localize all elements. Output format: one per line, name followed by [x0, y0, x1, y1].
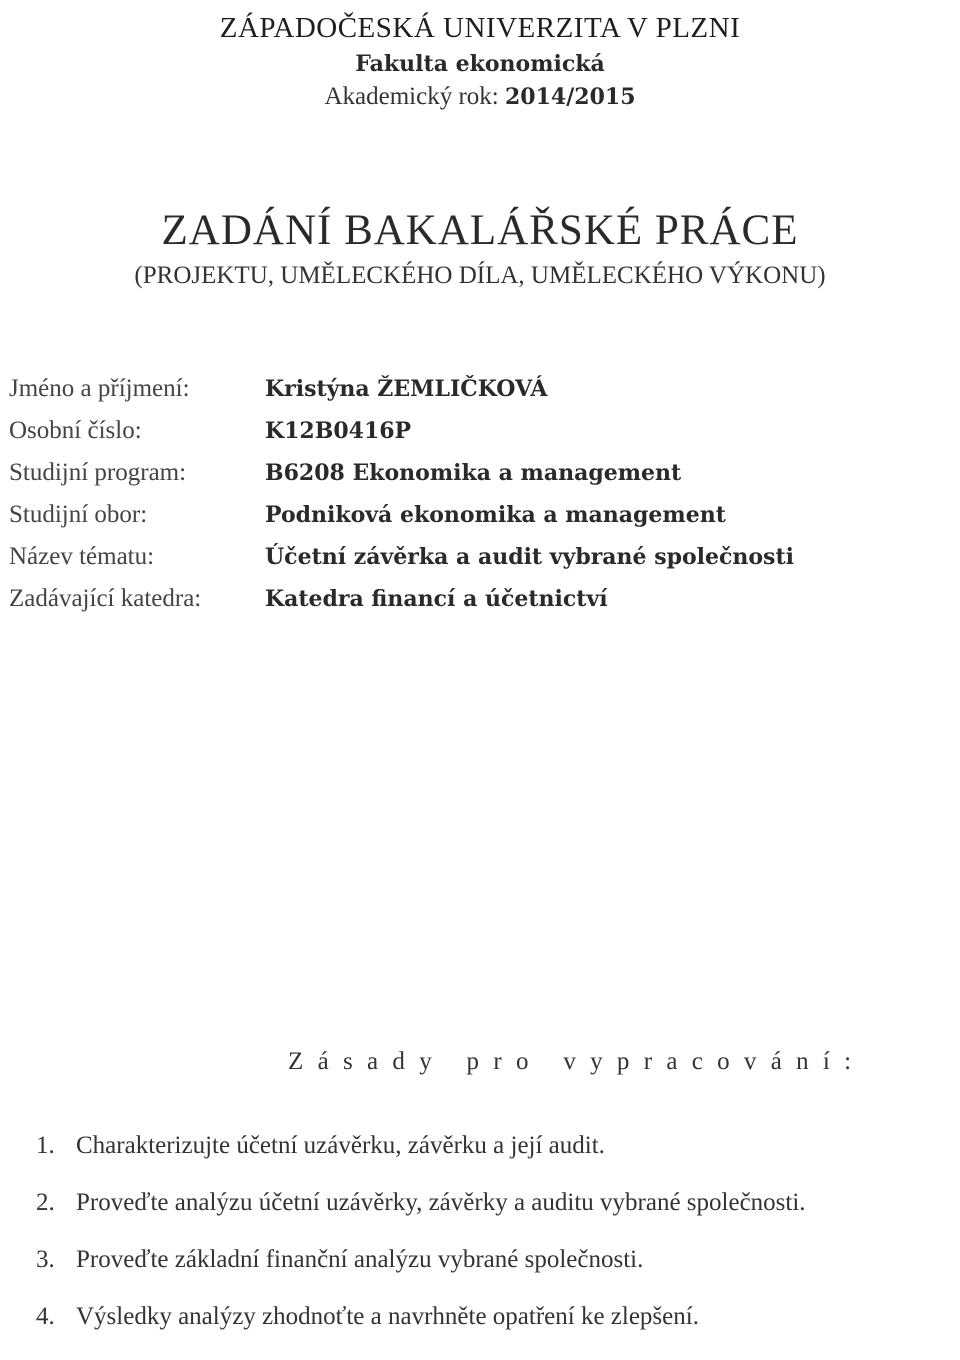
info-label: Zadávající katedra: [9, 585, 202, 612]
guidelines-heading: Zásady pro vypracování: [288, 1048, 866, 1075]
list-item-text: Charakterizujte účetní uzávěrku, závěrku a její audit. [76, 1132, 605, 1159]
list-item-number: 3. [36, 1246, 55, 1273]
info-label: Osobní číslo: [9, 417, 142, 444]
student-info-table [9, 368, 794, 620]
list-item-number: 1. [36, 1132, 55, 1159]
info-row-study-program [9, 452, 794, 494]
document-title: ZADÁNÍ BAKALÁŘSKÉ PRÁCE [161, 207, 799, 254]
document-header [0, 8, 960, 111]
list-item-number: 4. [36, 1303, 55, 1330]
info-row-name [9, 368, 794, 410]
list-item [36, 1246, 806, 1303]
info-label: Jméno a příjmení: [9, 375, 190, 402]
info-row-personal-number [9, 410, 794, 452]
academic-year-label: Akademický rok: [324, 83, 499, 110]
faculty-name: Fakulta ekonomická [355, 51, 605, 77]
list-item [36, 1189, 806, 1246]
list-item-text: Proveďte základní finanční analýzu vybrané společnosti. [76, 1246, 644, 1273]
info-value: Podniková ekonomika a management [265, 502, 726, 528]
info-row-topic [9, 536, 794, 578]
list-item [36, 1132, 806, 1189]
list-item-text: Proveďte analýzu účetní uzávěrky, závěrky a auditu vybrané společnosti. [76, 1189, 806, 1216]
academic-year [0, 83, 960, 111]
info-value: B6208 Ekonomika a management [265, 460, 682, 486]
university-name: ZÁPADOČESKÁ UNIVERZITA V PLZNI [219, 12, 741, 44]
info-label: Studijní obor: [9, 501, 148, 528]
info-value: Katedra financí a účetnictví [265, 586, 608, 612]
info-value: Kristýna ŽEMLIČKOVÁ [265, 376, 548, 402]
list-item [36, 1303, 806, 1360]
info-value: K12B0416P [265, 418, 412, 444]
info-label: Název tématu: [9, 543, 155, 570]
info-label: Studijní program: [9, 459, 187, 486]
guidelines-list [36, 1132, 806, 1360]
info-row-department [9, 578, 794, 620]
academic-year-value: 2014/2015 [505, 84, 636, 110]
list-item-text: Výsledky analýzy zhodnoťte a navrhněte opatření ke zlepšení. [76, 1303, 699, 1330]
list-item-number: 2. [36, 1189, 55, 1216]
info-row-study-field [9, 494, 794, 536]
document-subtitle: (PROJEKTU, UMĚLECKÉHO DÍLA, UMĚLECKÉHO VÝKONU) [134, 262, 826, 289]
info-value: Účetní závěrka a audit vybrané společnosti [265, 544, 794, 570]
